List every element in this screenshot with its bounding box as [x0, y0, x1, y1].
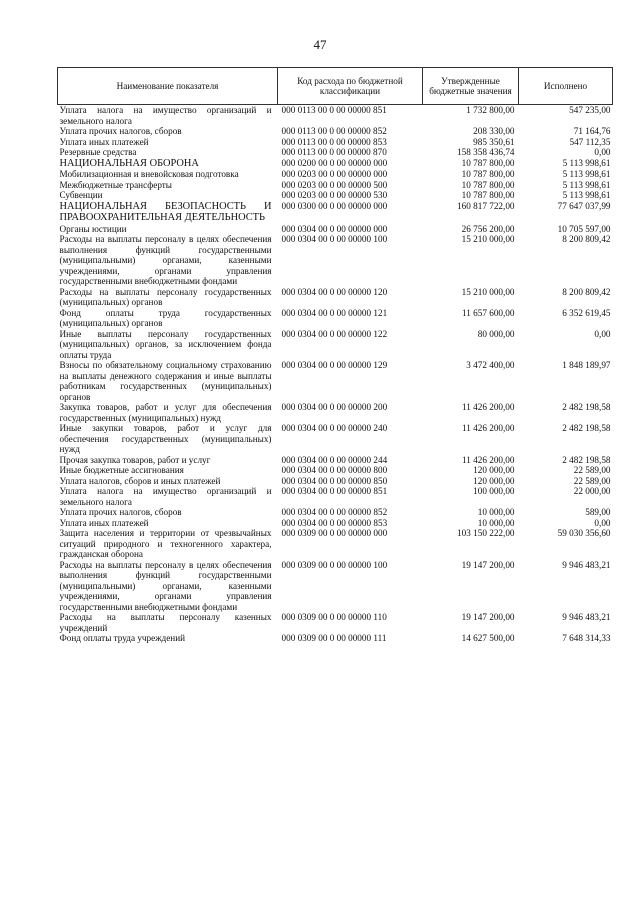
row-executed-cell: 7 648 314,33 — [562, 633, 611, 643]
row-code-cell: 000 0304 00 0 00 00000 121 — [281, 307, 388, 318]
row-approved-cell: 11 426 200,00 — [462, 423, 515, 433]
row-approved-cell: 1 732 800,00 — [466, 105, 515, 115]
header-approved-values: Утвержденные бюджетные значения — [423, 68, 519, 105]
row-name-cell: Уплата налога на имущество организаций и земельного налога — [59, 105, 272, 126]
row-code-cell: 000 0304 00 0 00 00000 240 — [281, 423, 388, 433]
row-approved-cell: 14 627 500,00 — [461, 633, 515, 643]
row-code-cell: 000 0304 00 0 00 00000 129 — [281, 360, 388, 370]
table-row — [58, 486, 613, 507]
row-name-cell: Уплата иных платежей — [59, 517, 149, 528]
row-executed-cell: 77 647 037,99 — [557, 200, 611, 211]
row-code-cell: 000 0113 00 0 00 00000 853 — [281, 136, 387, 147]
row-name-cell: Защита населения и территории от чрезвычайных ситуаций природного и техногенного характера, гражданская оборона — [59, 528, 272, 559]
row-code-cell: 000 0304 00 0 00 00000 100 — [281, 234, 388, 244]
table-row — [58, 560, 613, 613]
row-name-cell: Мобилизационная и вневойсковая подготовка — [59, 169, 239, 179]
table-row — [58, 402, 613, 423]
table-row — [58, 360, 613, 402]
row-code-cell: 000 0304 00 0 00 00000 853 — [281, 517, 388, 528]
row-code-cell: 000 0309 00 0 00 00000 000 — [281, 528, 388, 538]
table-row — [58, 169, 613, 180]
row-name-cell: НАЦИОНАЛЬНАЯ ОБОРОНА — [59, 157, 199, 169]
row-name-cell: Закупка товаров, работ и услуг для обеспечения государственных (муниципальных) нужд — [59, 402, 272, 423]
table-row — [58, 158, 613, 170]
row-name-cell: Резервные средства — [59, 147, 137, 157]
table-row — [58, 147, 613, 158]
row-executed-cell: 547 235,00 — [569, 105, 611, 115]
row-approved-cell: 11 426 200,00 — [462, 454, 515, 465]
row-executed-cell: 5 113 998,61 — [562, 169, 611, 179]
table-header-row — [58, 68, 613, 105]
row-approved-cell: 100 000,00 — [473, 486, 515, 496]
row-code-cell: 000 0113 00 0 00 00000 870 — [281, 147, 387, 157]
row-executed-cell: 2 482 198,58 — [562, 454, 611, 465]
row-name-cell: Межбюджетные трансферты — [59, 179, 172, 190]
row-name-cell: Фонд оплаты труда учреждений — [59, 633, 186, 643]
table-row — [58, 329, 613, 361]
header-indicator-name: Наименование показателя — [58, 68, 278, 105]
row-executed-cell: 2 482 198,58 — [562, 402, 611, 412]
table-body — [58, 105, 613, 644]
table-row — [58, 190, 613, 201]
row-name-cell: Расходы на выплаты персоналу государственных (муниципальных) органов — [59, 286, 272, 307]
row-approved-cell: 208 330,00 — [473, 126, 515, 136]
row-code-cell: 000 0304 00 0 00 00000 120 — [281, 286, 388, 297]
row-name-cell: Иные выплаты персоналу государственных (муниципальных) органов, за исключением фонда оплаты труда — [59, 328, 272, 360]
table-row — [58, 201, 613, 224]
row-name-cell: Уплата прочих налогов, сборов — [59, 507, 182, 517]
row-code-cell: 000 0304 00 0 00 00000 851 — [281, 486, 388, 496]
row-code-cell: 000 0113 00 0 00 00000 851 — [281, 105, 387, 115]
row-code-cell: 000 0304 00 0 00 00000 800 — [281, 465, 388, 475]
row-code-cell: 000 0304 00 0 00 00000 122 — [281, 328, 388, 339]
row-name-cell: Субвенции — [59, 190, 103, 200]
row-executed-cell: 22 000,00 — [573, 486, 611, 496]
table-row — [58, 507, 613, 518]
row-code-cell: 000 0304 00 0 00 00000 200 — [281, 402, 388, 412]
row-executed-cell: 0,00 — [594, 517, 611, 528]
table-row — [58, 455, 613, 466]
row-code-cell: 000 0304 00 0 00 00000 000 — [281, 223, 388, 234]
row-code-cell: 000 0203 00 0 00 00000 000 — [281, 169, 388, 179]
row-name-cell: Уплата налога на имущество организаций и земельного налога — [59, 486, 272, 507]
row-approved-cell: 120 000,00 — [473, 465, 515, 475]
row-executed-cell: 0,00 — [594, 147, 611, 157]
table-row — [58, 180, 613, 191]
row-approved-cell: 10 787 800,00 — [461, 179, 515, 190]
row-approved-cell: 15 210 000,00 — [461, 286, 515, 297]
row-executed-cell: 9 946 483,21 — [562, 612, 611, 622]
row-executed-cell: 22 589,00 — [573, 475, 611, 486]
table-row — [58, 137, 613, 148]
row-name-cell: Уплата прочих налогов, сборов — [59, 126, 182, 136]
row-code-cell: 000 0304 00 0 00 00000 244 — [281, 454, 388, 465]
table-row — [58, 423, 613, 455]
row-approved-cell: 19 147 200,00 — [461, 612, 515, 622]
row-executed-cell: 10 705 597,00 — [557, 223, 611, 234]
row-approved-cell: 103 150 222,00 — [457, 528, 515, 538]
row-code-cell: 000 0200 00 0 00 00000 000 — [281, 157, 388, 168]
row-approved-cell: 10 000,00 — [477, 517, 515, 528]
page-number: 47 — [313, 37, 327, 52]
table-row — [58, 518, 613, 529]
row-code-cell: 000 0203 00 0 00 00000 530 — [281, 190, 388, 200]
row-executed-cell: 71 164,76 — [573, 126, 611, 136]
row-code-cell: 000 0113 00 0 00 00000 852 — [281, 126, 387, 136]
row-executed-cell: 5 113 998,61 — [562, 179, 611, 190]
row-name-cell: Органы юстиции — [59, 223, 127, 234]
row-executed-cell: 9 946 483,21 — [562, 559, 611, 570]
row-approved-cell: 985 350,61 — [473, 136, 515, 147]
row-executed-cell: 59 030 356,60 — [557, 528, 611, 538]
table-row — [58, 308, 613, 329]
table-row — [58, 633, 613, 644]
row-approved-cell: 160 817 722,00 — [457, 200, 515, 211]
row-name-cell: Расходы на выплаты персоналу казенных учреждений — [59, 612, 272, 633]
row-code-cell: 000 0304 00 0 00 00000 850 — [281, 475, 388, 486]
row-name-cell: Уплата налогов, сборов и иных платежей — [59, 475, 221, 486]
row-name-cell: Взносы по обязательному социальному страхованию на выплаты денежного содержания и иные выплаты работникам государственных (муниципальных) органов — [59, 360, 272, 402]
row-approved-cell: 158 358 436,74 — [457, 147, 515, 157]
row-code-cell: 000 0304 00 0 00 00000 852 — [281, 507, 388, 517]
row-executed-cell: 8 200 809,42 — [562, 234, 611, 244]
table-row — [58, 612, 613, 633]
row-name-cell: Фонд оплаты труда государственных (муниципальных) органов — [59, 307, 272, 328]
row-executed-cell: 6 352 619,45 — [562, 307, 611, 318]
table-row — [58, 476, 613, 487]
row-code-cell: 000 0309 00 0 00 00000 110 — [281, 612, 387, 622]
row-approved-cell: 10 000,00 — [477, 507, 515, 517]
row-approved-cell: 10 787 800,00 — [461, 169, 515, 179]
row-code-cell: 000 0300 00 0 00 00000 000 — [281, 200, 388, 211]
row-executed-cell: 5 113 998,61 — [562, 157, 611, 168]
row-approved-cell: 3 472 400,00 — [466, 360, 515, 370]
row-name-cell: Иные бюджетные ассигнования — [59, 465, 184, 475]
row-name-cell: Уплата иных платежей — [59, 136, 149, 147]
row-approved-cell: 80 000,00 — [477, 328, 515, 339]
row-executed-cell: 8 200 809,42 — [562, 286, 611, 297]
row-approved-cell: 11 657 600,00 — [462, 307, 515, 318]
table-row — [58, 528, 613, 560]
row-executed-cell: 2 482 198,58 — [562, 423, 611, 433]
row-name-cell: НАЦИОНАЛЬНАЯ БЕЗОПАСНОСТЬ И ПРАВООХРАНИТЕЛЬНАЯ ДЕЯТЕЛЬНОСТЬ — [59, 200, 272, 223]
row-executed-cell: 1 848 189,97 — [562, 360, 611, 370]
table-row — [58, 465, 613, 476]
row-name-cell: Иные закупки товаров, работ и услуг для обеспечения государственных (муниципальных) нужд — [59, 423, 272, 454]
table-row — [58, 287, 613, 308]
row-approved-cell: 19 147 200,00 — [461, 559, 515, 570]
header-expense-code: Код расхода по бюджетной классификации — [278, 68, 423, 105]
budget-execution-table — [57, 67, 613, 644]
row-executed-cell: 589,00 — [585, 507, 611, 517]
row-approved-cell: 26 756 200,00 — [461, 223, 515, 234]
table-row — [58, 105, 613, 127]
row-name-cell: Прочая закупка товаров, работ и услуг — [59, 454, 211, 465]
row-approved-cell: 10 787 800,00 — [461, 157, 515, 168]
row-executed-cell: 0,00 — [594, 328, 611, 339]
table-row — [58, 234, 613, 287]
row-approved-cell: 15 210 000,00 — [461, 234, 515, 244]
row-code-cell: 000 0203 00 0 00 00000 500 — [281, 179, 388, 190]
row-approved-cell: 11 426 200,00 — [462, 402, 515, 412]
row-executed-cell: 22 589,00 — [573, 465, 611, 475]
table-row — [58, 126, 613, 137]
row-name-cell: Расходы на выплаты персоналу в целях обеспечения выполнения функций государственными (муниципальными) органами, казенными учреждениями, органами управления государственными внебюджетными фондами — [59, 559, 272, 612]
row-code-cell: 000 0309 00 0 00 00000 111 — [281, 633, 387, 643]
header-executed: Исполнено — [519, 68, 613, 105]
table-row — [58, 224, 613, 235]
row-executed-cell: 5 113 998,61 — [562, 190, 611, 200]
row-code-cell: 000 0309 00 0 00 00000 100 — [281, 559, 388, 570]
row-approved-cell: 120 000,00 — [473, 475, 515, 486]
row-approved-cell: 10 787 800,00 — [461, 190, 515, 200]
row-name-cell: Расходы на выплаты персоналу в целях обеспечения выполнения функций государственными (муниципальными) органами, казенными учреждениями, органами управления государственными внебюджетными фондами — [59, 234, 272, 286]
row-executed-cell: 547 112,35 — [569, 136, 611, 147]
